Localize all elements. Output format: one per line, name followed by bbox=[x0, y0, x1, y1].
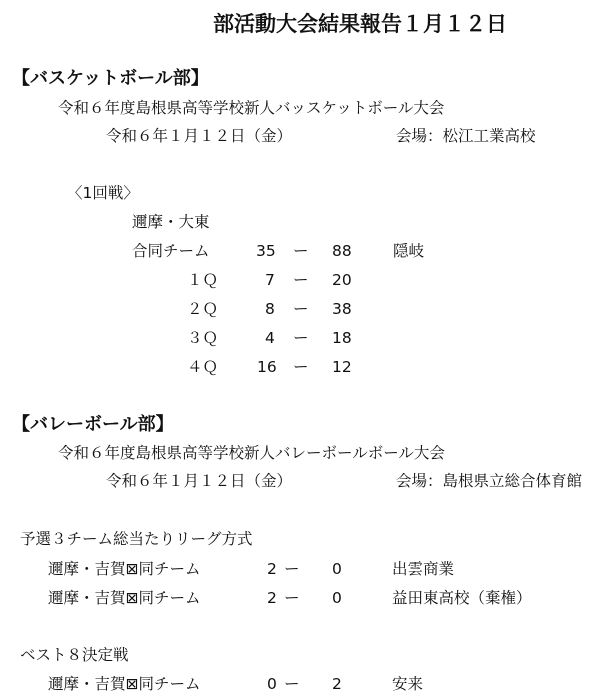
match-away: 0 bbox=[332, 560, 342, 578]
quarter-dash: ー bbox=[293, 271, 309, 289]
quarter-home: 8 bbox=[265, 300, 275, 318]
volleyball-heading: 【バレーボール部】 bbox=[12, 414, 174, 435]
best8-heading: ベスト８決定戦 bbox=[20, 646, 129, 664]
match-away: 2 bbox=[332, 675, 342, 693]
match-away: 0 bbox=[332, 589, 342, 607]
quarter-home: 4 bbox=[265, 329, 275, 347]
basketball-team: 邇摩・大東 bbox=[132, 213, 210, 231]
quarter-away: 20 bbox=[332, 271, 352, 289]
basketball-game-name: 合同チーム bbox=[132, 242, 210, 260]
basketball-tournament: 令和６年度島根県高等学校新人バッスケットボール大会 bbox=[58, 99, 445, 117]
match-home: 2 bbox=[267, 560, 277, 578]
basketball-game-home: 35 bbox=[256, 242, 276, 260]
quarter-away: 12 bbox=[332, 358, 352, 376]
quarter-dash: ー bbox=[293, 300, 309, 318]
match-dash: ー bbox=[284, 675, 300, 693]
basketball-heading: 【バスケットボール部】 bbox=[12, 68, 209, 89]
match-team: 邇摩・吉賀⊠同チーム bbox=[48, 589, 201, 607]
match-dash: ー bbox=[284, 589, 300, 607]
match-dash: ー bbox=[284, 560, 300, 578]
match-opponent: 安来 bbox=[392, 675, 424, 693]
quarter-label: ３Ｑ bbox=[187, 329, 219, 347]
basketball-venue: 会場：松江工業高校 bbox=[396, 127, 536, 145]
match-team: 邇摩・吉賀⊠同チーム bbox=[48, 560, 201, 578]
quarter-home: 7 bbox=[265, 271, 275, 289]
quarter-away: 38 bbox=[332, 300, 352, 318]
basketball-game-opponent: 隠岐 bbox=[393, 242, 425, 260]
quarter-label: ２Ｑ bbox=[187, 300, 219, 318]
match-opponent: 出雲商業 bbox=[392, 560, 455, 578]
quarter-label: １Ｑ bbox=[187, 271, 219, 289]
match-home: 2 bbox=[267, 589, 277, 607]
match-opponent: 益田東高校（棄権） bbox=[392, 589, 532, 607]
match-team: 邇摩・吉賀⊠同チーム bbox=[48, 675, 201, 693]
page-title: 部活動大会結果報告１月１２日 bbox=[213, 12, 507, 36]
quarter-home: 16 bbox=[257, 358, 277, 376]
quarter-label: ４Ｑ bbox=[187, 358, 219, 376]
quarter-dash: ー bbox=[293, 329, 309, 347]
basketball-round: 〈1回戦〉 bbox=[67, 184, 139, 202]
preliminary-heading: 予選３チーム総当たりリーグ方式 bbox=[20, 530, 253, 548]
match-home: 0 bbox=[267, 675, 277, 693]
quarter-away: 18 bbox=[332, 329, 352, 347]
volleyball-venue: 会場：島根県立総合体育館 bbox=[396, 472, 583, 490]
volleyball-tournament: 令和６年度島根県高等学校新人バレーボールボール大会 bbox=[58, 444, 445, 462]
basketball-game-away: 88 bbox=[332, 242, 352, 260]
basketball-date: 令和６年１月１２日（金） bbox=[106, 127, 293, 145]
quarter-dash: ー bbox=[293, 358, 309, 376]
volleyball-date: 令和６年１月１２日（金） bbox=[106, 472, 293, 490]
basketball-game-dash: ー bbox=[293, 242, 309, 260]
